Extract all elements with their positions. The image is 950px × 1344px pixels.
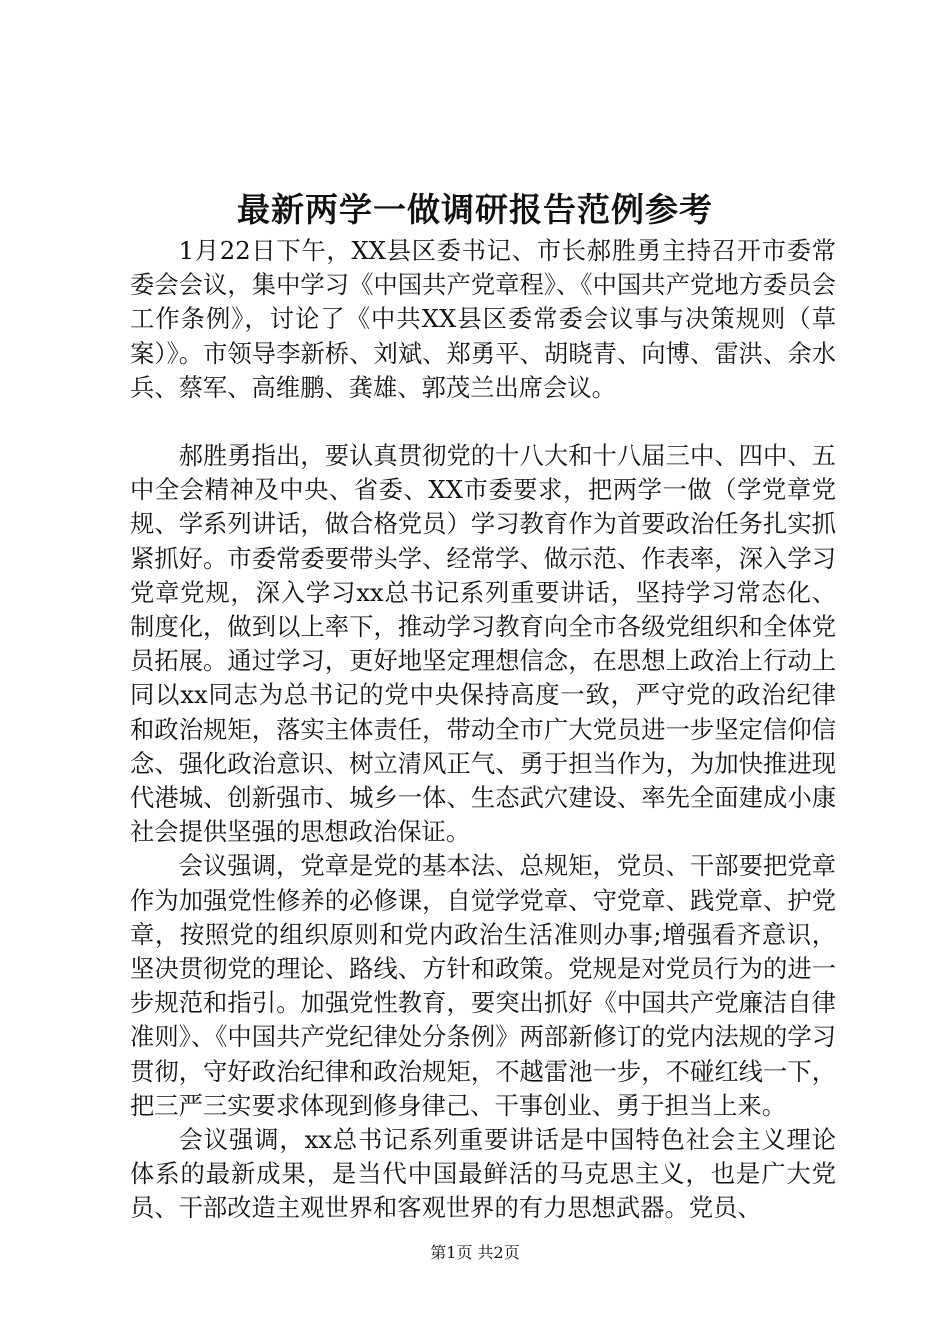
document-title: 最新两学一做调研报告范例参考	[237, 190, 713, 229]
paragraph-3: 会议强调，党章是党的基本法、总规矩，党员、干部要把党章作为加强党性修养的必修课，自觉学党章、守党章、践党章、护党章，按照党的组织原则和党内政治生活准则办事;增强看齐意识，坚决贯彻党的理论、路线、方针和政策。党规是对党员行为的进一步规范和指引。加强党性教育，要突出抓好《中国共产党廉洁自律准则》、《中国共产党纪律处分条例》两部新修订的党内法规的学习贯彻，守好政治纪律和政治规矩，不越雷池一步，不碰红线一下，把三严三实要求体现到修身律己、干事创业、勇于担当上来。	[130, 851, 836, 1120]
paragraph-2: 郝胜勇指出，要认真贯彻党的十八大和十八届三中、四中、五中全会精神及中央、省委、XX市委要求，把两学一做（学党章党规、学系列讲话，做合格党员）学习教育作为首要政治任务扎实抓紧抓好。市委常委要带头学、经常学、做示范、作表率，深入学习党章党规，深入学习xx总书记系列重要讲话，坚持学习常态化、制度化，做到以上率下，推动学习教育向全市各级党组织和全体党员拓展。通过学习，更好地坚定理想信念，在思想上政治上行动上同以xx同志为总书记的党中央保持高度一致，严守党的政治纪律和政治规矩，落实主体责任，带动全市广大党员进一步坚定信仰信念、强化政治意识、树立清风正气、勇于担当作为，为加快推进现代港城、创新强市、城乡一体、生态武穴建设、率先全面建成小康社会提供坚强的思想政治保证。	[130, 441, 836, 847]
page-footer: 第1页 共2页	[430, 1243, 520, 1262]
document-body	[130, 234, 836, 1226]
paragraph-1: 1月22日下午，XX县区委书记、市长郝胜勇主持召开市委常委会会议，集中学习《中国共产党章程》、《中国共产党地方委员会工作条例》，讨论了《中共XX县区委常委会议事与决策规则（草案）》。市领导李新桥、刘斌、郑勇平、胡晓青、向博、雷洪、余水兵、蔡军、高维鹏、龚雄、郭茂兰出席会议。	[130, 236, 836, 402]
paragraph-4: 会议强调，xx总书记系列重要讲话是中国特色社会主义理论体系的最新成果，是当代中国最鲜活的马克思主义，也是广大党员、干部改造主观世界和客观世界的有力思想武器。党员、	[130, 1125, 836, 1223]
